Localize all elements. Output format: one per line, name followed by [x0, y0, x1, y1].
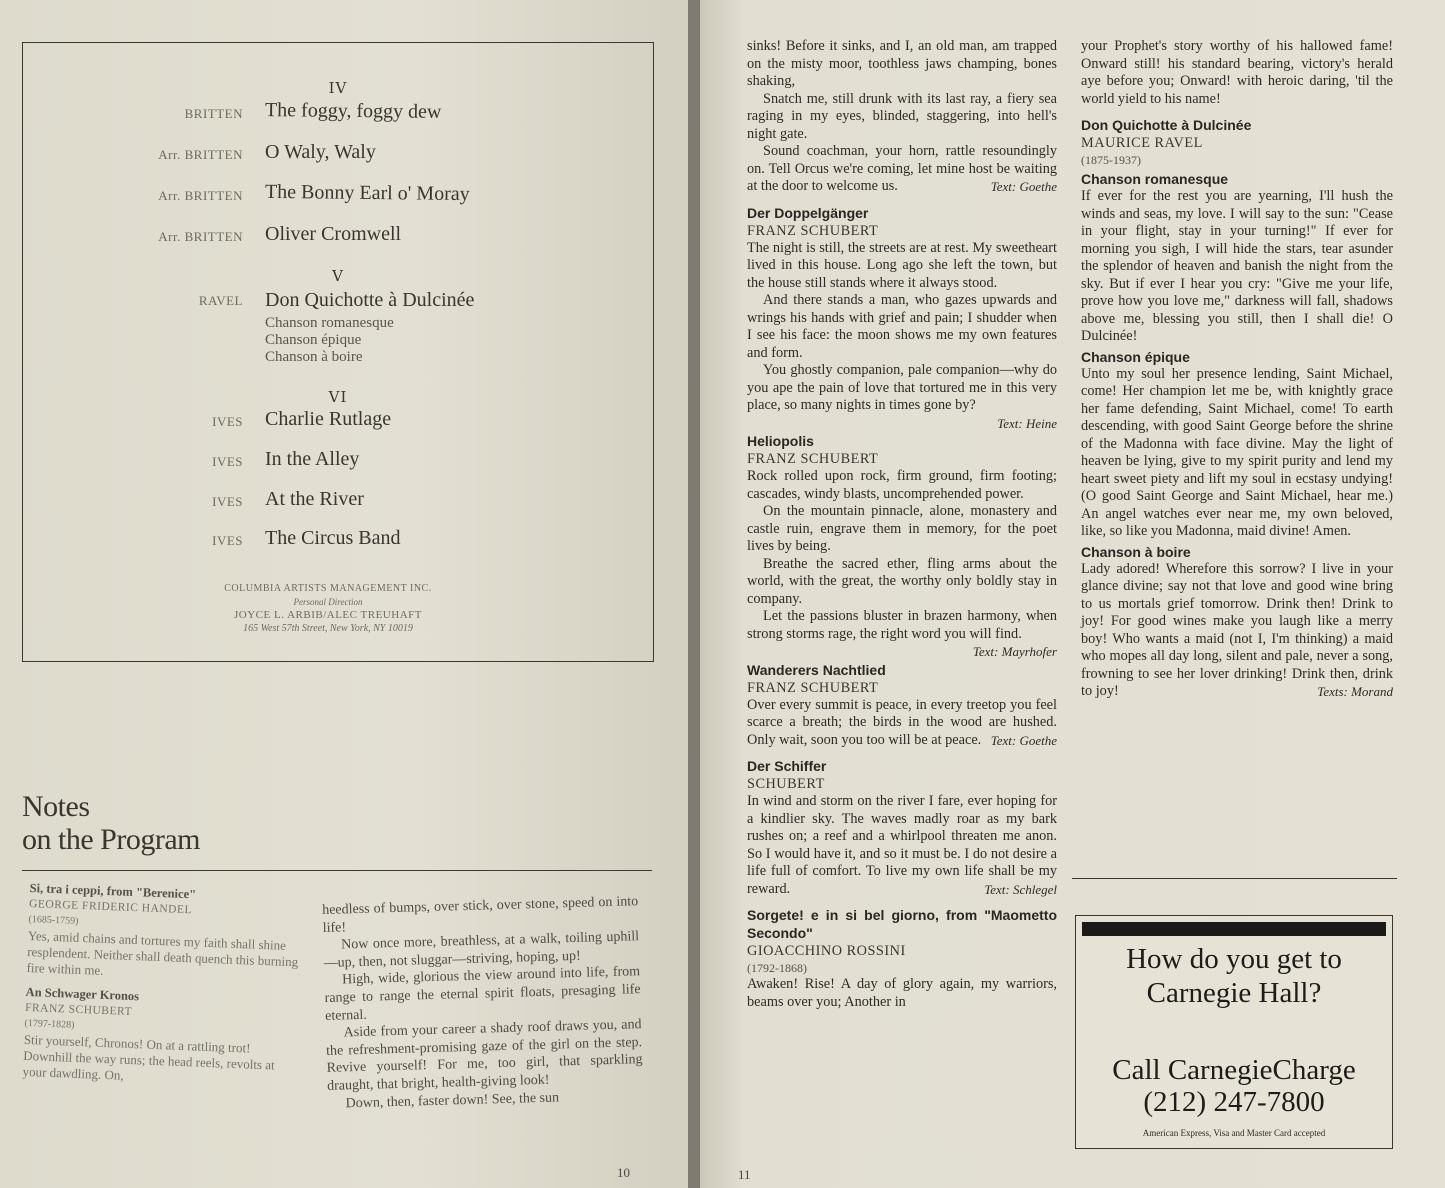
song-title: Charlie Rutlage: [265, 408, 392, 430]
ad-phone: (212) 247-7800: [1143, 1086, 1325, 1118]
song-title: The Bonny Earl o' Moray: [264, 180, 470, 206]
handel-text: Yes, amid chains and tortures my faith shall shine resplendent. Neither shall death quench this burning fire within me.: [26, 927, 299, 978]
composer: IVES: [212, 454, 243, 469]
movement-title: Chanson épique: [265, 332, 362, 348]
section-title: Der Doppelgänger: [747, 204, 869, 221]
spine-gutter: [688, 0, 700, 1188]
text-credit: Text: Schlegel: [984, 881, 1057, 897]
section-composer: GIOACCHINO ROSSINI: [747, 943, 906, 959]
text-credit: Texts: Morand: [1317, 684, 1393, 699]
ad-black-bar: [1082, 922, 1386, 936]
section-text: And there stands a man, who gazes upwards and wrings his hands with grief and pain; I shudder when I see his face: the moon shows me my own features and form.: [747, 292, 1057, 361]
movement-heading: Chanson à boire: [1081, 543, 1191, 560]
section-title: Wanderers Nachtlied: [747, 661, 886, 678]
ad-fine-print: American Express, Visa and Master Card accepted: [1142, 1128, 1326, 1138]
composer: Arr. BRITTEN: [158, 188, 243, 203]
section-text: [747, 697, 1057, 750]
section-title: Heliopolis: [747, 433, 814, 449]
section-text: Rock rolled upon rock, firm ground, firm footing; cascades, windy blasts, uncomprehended power.: [747, 468, 1057, 502]
composer: IVES: [212, 533, 243, 548]
section-text-body: Let the passions bluster in brazen harmony, when strong storms rage, the right word you will find.: [747, 608, 1057, 642]
section-composer: MAURICE RAVEL: [1081, 135, 1203, 151]
section-dates: (1875-1937): [1081, 153, 1141, 167]
page-number-right: 11: [738, 1167, 751, 1182]
song-title: At the River: [265, 488, 364, 510]
section-text-body: Over every summit is peace, in every treetop you feel scarce a breath; the birds in the wood are hushed. Only wait, soon you too will be at peace.: [747, 696, 1057, 748]
section-text: [747, 793, 1057, 898]
kronos-text-cont: heedless of bumps, over stick, over stone, speed on into life!: [322, 894, 639, 936]
song-title: The Circus Band: [265, 527, 401, 549]
ad-separator-rule: [1072, 878, 1397, 879]
composer: IVES: [212, 414, 243, 429]
kronos-text-cont: Down, then, faster down! See, the sun: [345, 1089, 560, 1111]
notes-heading: [22, 790, 200, 856]
section-text: On the mountain pinnacle, alone, monastery and castle ruin, engrave them in memory, for the poet lives by being.: [747, 503, 1057, 554]
notes-heading-line1: Notes: [22, 790, 90, 823]
movement-text: [1081, 561, 1393, 701]
composer: Arr. BRITTEN: [158, 147, 243, 162]
composer: RAVEL: [198, 293, 243, 308]
kronos-continued: [747, 143, 1057, 196]
text-credit: Text: Heine: [997, 415, 1057, 431]
kronos-continued: Snatch me, still drunk with its last ray, a fiery sea raging in my eyes, blinded, staggering, into hell's night gate.: [747, 90, 1057, 142]
section-dates: (1792-1868): [747, 961, 807, 975]
section-text: Breathe the sacred ether, fling arms about the world, with the great, the worthy only boldly stay in company.: [747, 555, 1057, 607]
handel-composer: GEORGE FRIDERIC HANDEL: [28, 897, 193, 917]
kronos-text: Stir yourself, Chronos! On at a rattling trot! Downhill the way runs; the head reels, revolts at your dawdling. On,: [22, 1031, 276, 1083]
notes-rule: [22, 870, 652, 871]
composer: IVES: [212, 494, 243, 509]
section-text-body: In wind and storm on the river I fare, ever hoping for a kindlier sky. The waves madly roar as my bark rushes on; a reef and a whirlpool threaten me anon. So I would have it, and so it must be. I do not desire a life full of comfort. To live my own life shall be my reward.: [747, 793, 1057, 897]
section-title: Sorgete! e in si bel giorno, from "Maometto Secondo": [747, 907, 1057, 941]
handel-dates: (1685-1759): [28, 913, 79, 927]
song-title: Don Quichotte à Dulcinée: [265, 289, 475, 311]
part-v-heading: V: [332, 267, 344, 285]
program-box: [22, 42, 654, 662]
ad-call-block: [1076, 1054, 1392, 1118]
management-direction: Personal Direction: [293, 597, 363, 607]
ad-call-line: Call CarnegieCharge: [1112, 1054, 1356, 1086]
right-column-1: [747, 38, 1057, 1011]
section-composer: FRANZ SCHUBERT: [747, 451, 879, 467]
section-text: [747, 608, 1057, 659]
rossini-continued: your Prophet's story worthy of his hallowed fame! Onward still! his standard bearing, victory's herald aye before you; Onward! with heroic daring, 'til the world yield to his name!: [1081, 38, 1393, 107]
section-composer: SCHUBERT: [747, 776, 825, 792]
composer: Arr. BRITTEN: [158, 229, 243, 244]
movement-text: Unto my soul her presence lending, Saint Michael, come! Her champion let me be, with knightly grace her fame defending, Saint Michael, come! To earth descending, with good Saint George before the shrine of the Madonna with face divine. May the light of heaven be lying, give to my spirit purity and lend my heart sweet piety and lift my soul in ecstasy undying! (O good Saint George and Saint Michael, hear me.) An angel watches ever near me, my own beloved, like, so like you Madonna, maid divine! Amen.: [1081, 365, 1393, 539]
section-title: Der Schiffer: [747, 758, 827, 774]
left-page: [0, 0, 688, 1188]
movement-text-body: Lady adored! Wherefore this sorrow? I live in your glance divine; say not that love and good wine bring to us mortals grief tomorrow. Drink then! Drink to joy! For good wines make you laugh like a merry boy! Who wants a maid (not I, I'm thinking) a maid who mopes all day long, silent and pale, never a song, frowning to see her lover drinking! Drink then, drink to joy!: [1081, 560, 1393, 699]
movement-title: Chanson à boire: [265, 349, 363, 365]
section-composer: FRANZ SCHUBERT: [747, 222, 879, 239]
management-company: COLUMBIA ARTISTS MANAGEMENT INC.: [224, 583, 432, 594]
management-names: JOYCE L. ARBIB/ALEC TREUHAFT: [234, 609, 422, 621]
movement-title: Chanson romanesque: [265, 315, 394, 331]
handel-title: Si, tra i ceppi, from "Berenice": [29, 880, 197, 902]
kronos-title: An Schwager Kronos: [25, 984, 140, 1004]
section-text: [747, 362, 1057, 431]
kronos-composer: FRANZ SCHUBERT: [24, 1001, 133, 1019]
notes-column-1: [22, 880, 301, 1090]
kronos-dates: (1797-1828): [24, 1017, 75, 1031]
kronos-text-cont: High, wide, glorious the view around into life, from range to range the eternal spirit floats, presaging life eternal.: [324, 964, 641, 1024]
part-vi-heading: VI: [328, 388, 348, 406]
song-title: O Waly, Waly: [265, 141, 376, 163]
section-text: The night is still, the streets are at rest. My sweetheart lived in this house. Long ago she left the town, but the house still stands where it always stood.: [747, 239, 1057, 291]
notes-column-2: [322, 893, 644, 1113]
management-address: 165 West 57th Street, New York, NY 10019: [243, 623, 413, 634]
kronos-continued: sinks! Before it sinks, and I, an old man, am trapped on the misty moor, toothless jaws champing, bones shaking,: [747, 38, 1057, 89]
movement-text: If ever for the rest you are yearning, I'll hush the winds and seas, my love. I will say to the sun: "Cease in your flight, stay in your turning!" If ever for morning you sigh, I will hide the stars, tear asunder the splendor of heaven and banish the night from the sky. But if ever I hear you cry: "Give me your life, prove how you love me," darkness will fall, shadows above me, blessing you still, then I shall die! O Dulcinée!: [1081, 188, 1393, 344]
section-composer: FRANZ SCHUBERT: [747, 679, 879, 696]
song-title: Oliver Cromwell: [265, 223, 402, 245]
notes-heading-line2: on the Program: [22, 823, 200, 856]
right-column-2: [1081, 38, 1393, 701]
song-title: In the Alley: [265, 448, 360, 470]
composer: BRITTEN: [184, 106, 243, 121]
kronos-text: Sound coachman, your horn, rattle resoundingly on. Tell Orcus we're coming, let mine host be waiting at the door to welcome us.: [747, 143, 1057, 194]
text-credit: Text: Goethe: [990, 179, 1057, 194]
part-iv-heading: IV: [328, 79, 348, 97]
section-text: Awaken! Rise! A day of glory again, my warriors, beams over you; Another in: [747, 976, 1057, 1010]
kronos-text-cont: Aside from your career a shady roof draws you, and the refreshment-promising gaze of the girl on the step. Revive yourself! For me, too girl, that sparkling draught, that bright, health-giving look!: [325, 1017, 643, 1094]
section-title: Don Quichotte à Dulcinée: [1081, 117, 1252, 133]
text-credit: Text: Goethe: [990, 732, 1057, 748]
carnegie-charge-ad: [1075, 915, 1393, 1149]
movement-heading: Chanson épique: [1081, 348, 1190, 365]
song-title: The foggy, foggy dew: [264, 99, 442, 123]
ad-question: How do you get to Carnegie Hall?: [1126, 943, 1342, 1009]
movement-heading: Chanson romanesque: [1081, 171, 1229, 187]
page-number-left: 10: [617, 1165, 630, 1180]
text-credit: Text: Mayrhofer: [972, 644, 1057, 659]
section-text-body: You ghostly companion, pale companion—why do you ape the pain of love that tortured me in this very place, so many nights in times gone by?: [747, 362, 1057, 413]
kronos-text-cont: Now once more, breathless, at a walk, toiling uphill—up, then, not sluggar—striving, hoping, up!: [323, 929, 640, 971]
